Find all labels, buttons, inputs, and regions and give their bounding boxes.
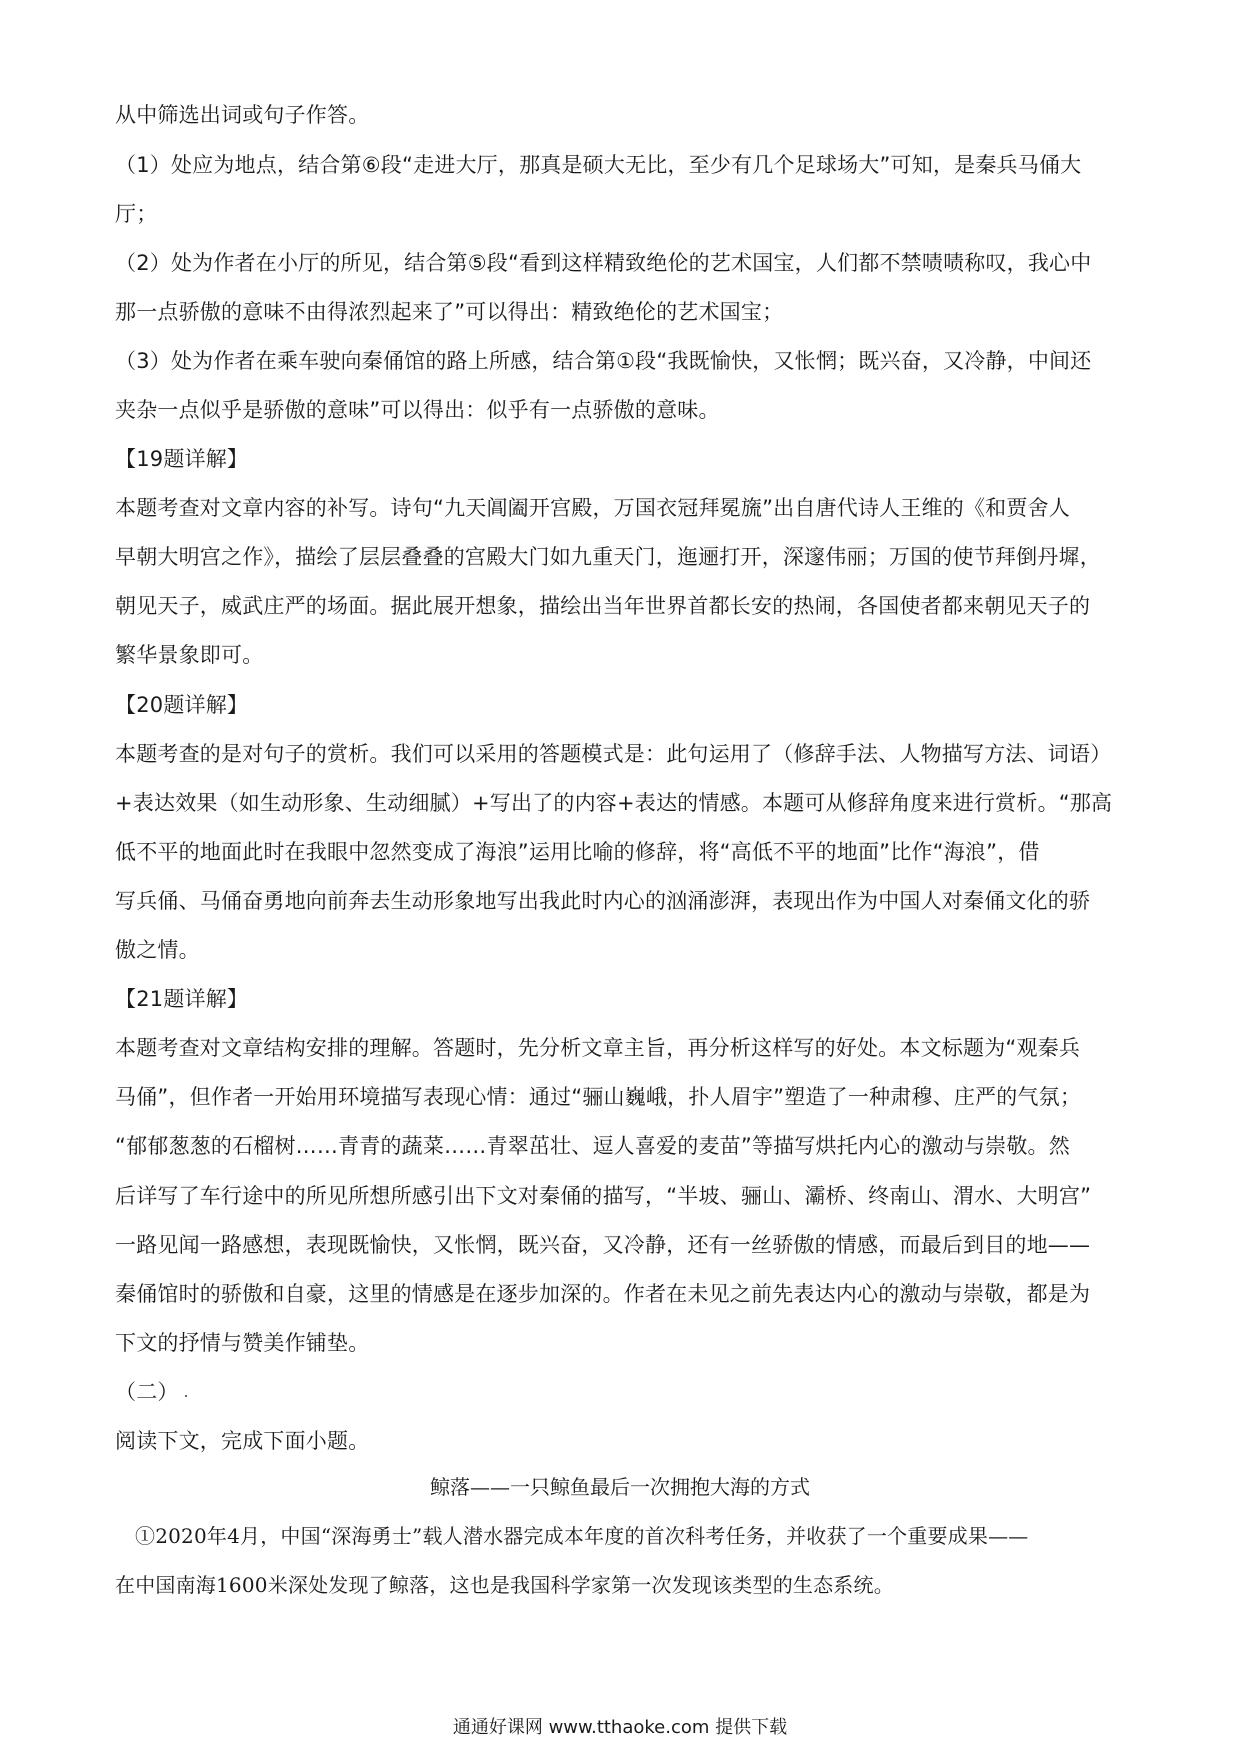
section-heading: （二） [115, 1380, 179, 1404]
text-line: 阅读下文，完成下面小题。 [115, 1429, 370, 1453]
text-line: 写兵俑、马俑奋勇地向前奔去生动形象地写出我此时内心的汹涌澎湃，表现出作为中国人对秦俑文化的骄 [115, 889, 1091, 913]
section-heading: 【21题详解】 [115, 987, 249, 1011]
text-line: 本题考查对文章结构安排的理解。答题时，先分析文章主旨，再分析这样写的好处。本文标题为“观秦兵 [115, 1036, 1081, 1060]
text-line: 下文的抒情与赞美作铺垫。 [115, 1331, 370, 1355]
text-line: 一路见闻一路感想，表现既愉快，又怅惘，既兴奋，又冷静，还有一丝骄傲的情感，而最后到目的地—— [115, 1233, 1091, 1257]
text-line: 傲之情。 [115, 938, 200, 962]
article-title: 鲸落——一只鲸鱼最后一次拥抱大海的方式 [430, 1475, 810, 1499]
text-line: 朝见天子，威武庄严的场面。据此展开想象，描绘出当年世界首都长安的热闹，各国使者都来朝见天子的 [115, 594, 1091, 618]
text-line: 繁华景象即可。 [115, 643, 264, 667]
text-line: 低不平的地面此时在我眼中忽然变成了海浪”运用比喻的修辞，将“高低不平的地面”比作“海浪”，借 [115, 840, 1040, 864]
article-line: 在中国南海1600米深处发现了鲸落，这也是我国科学家第一次发现该类型的生态系统。 [115, 1573, 894, 1597]
text-line: 后详写了车行途中的所见所想所感引出下文对秦俑的描写，“半坡、骊山、灞桥、终南山、渭水、大明宫” [115, 1184, 1092, 1208]
text-line: 厅； [115, 202, 158, 226]
text-line: +表达效果（如生动形象、生动细腻）+写出了的内容+表达的情感。本题可从修辞角度来进行赏析。“那高 [115, 791, 1113, 815]
text-line: 本题考查的是对句子的赏析。我们可以采用的答题模式是：此句运用了（修辞手法、人物描写方法、词语） [115, 742, 1112, 766]
footer-text: 通通好课网 www.tthaoke.com 提供下载 [452, 1717, 788, 1738]
stray-dot [185, 1395, 187, 1397]
text-line: 夹杂一点似乎是骄傲的意味”可以得出：似乎有一点骄傲的意味。 [115, 398, 720, 422]
text-line: 从中筛选出词或句子作答。 [115, 103, 370, 127]
text-line: 那一点骄傲的意味不由得浓烈起来了”可以得出：精致绝伦的艺术国宝； [115, 300, 784, 324]
section-heading: 【20题详解】 [115, 693, 249, 717]
text-line: 本题考查对文章内容的补写。诗句“九天阊阖开宫殿，万国衣冠拜冕旒”出自唐代诗人王维的《和贾舍人 [115, 496, 1070, 520]
text-line: 马俑”，但作者一开始用环境描写表现心情：通过“骊山巍峨，扑人眉宇”塑造了一种肃穆、庄严的气氛； [115, 1085, 1082, 1109]
text-line: 早朝大明宫之作》，描绘了层层叠叠的宫殿大门如九重天门，迤逦打开，深邃伟丽；万国的使节拜倒丹墀， [115, 545, 1101, 569]
text-line: （3）处为作者在乘车驶向秦俑馆的路上所感，结合第①段“我既愉快，又怅惘；既兴奋，又冷静，中间还 [115, 349, 1092, 373]
text-line: （2）处为作者在小厅的所见，结合第⑤段“看到这样精致绝伦的艺术国宝，人们都不禁啧啧称叹，我心中 [115, 251, 1092, 275]
text-line: “郁郁葱葱的石榴树……青青的蔬菜……青翠茁壮、逗人喜爱的麦苗”等描写烘托内心的激动与崇敬。然 [115, 1134, 1070, 1158]
article-line: ①2020年4月，中国“深海勇士”载人潜水器完成本年度的首次科考任务，并收获了一个重要成果—— [135, 1524, 1029, 1548]
text-line: 秦俑馆时的骄傲和自豪，这里的情感是在逐步加深的。作者在未见之前先表达内心的激动与崇敬，都是为 [115, 1282, 1091, 1306]
section-heading: 【19题详解】 [115, 447, 249, 471]
text-line: （1）处应为地点，结合第⑥段“走进大厅，那真是硕大无比，至少有几个足球场大”可知，是秦兵马俑大 [115, 153, 1082, 177]
